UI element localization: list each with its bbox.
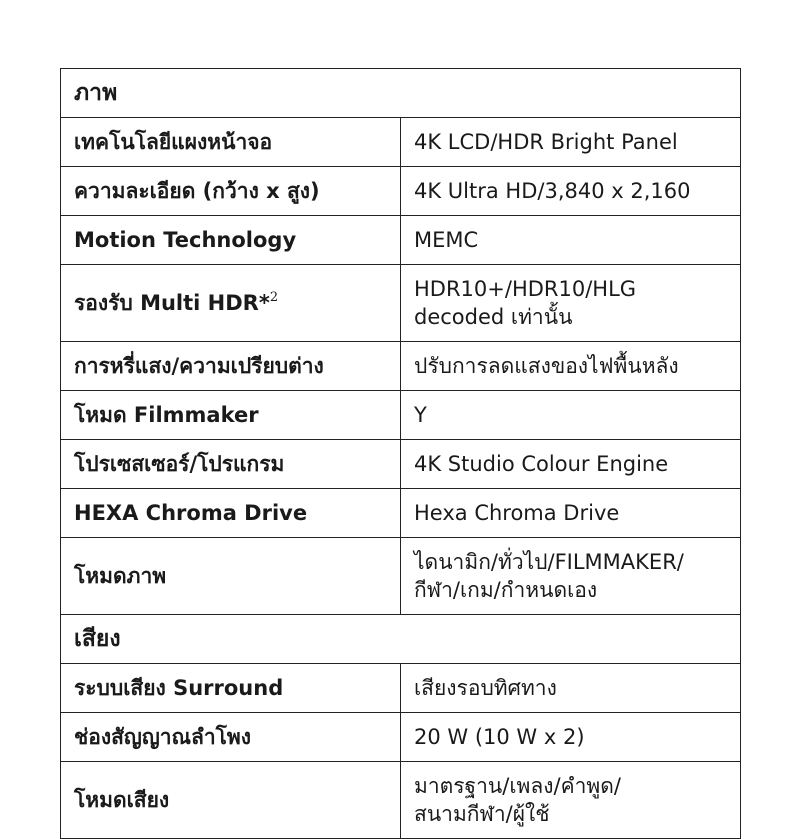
spec-value: ปรับการลดแสงของไฟพื้นหลัง — [401, 342, 741, 391]
spec-table — [60, 68, 741, 839]
spec-value-line: สนามกีฬา/ผู้ใช้ — [414, 802, 550, 826]
spec-label: HEXA Chroma Drive — [61, 489, 401, 538]
spec-row-sound-mode — [61, 762, 741, 839]
spec-row-dimming — [61, 342, 741, 391]
footnote-marker: 2 — [269, 290, 279, 305]
spec-label: ช่องสัญญาณลำโพง — [61, 713, 401, 762]
spec-value-cell — [401, 538, 741, 615]
spec-label: รองรับ Multi HDR* — [74, 291, 270, 315]
section-title: เสียง — [61, 615, 741, 664]
spec-value: Y — [401, 391, 741, 440]
spec-row-surround — [61, 664, 741, 713]
spec-value: 20 W (10 W x 2) — [401, 713, 741, 762]
spec-value: เสียงรอบทิศทาง — [401, 664, 741, 713]
section-header-picture — [61, 69, 741, 118]
spec-row-picture-mode — [61, 538, 741, 615]
spec-label-cell — [61, 265, 401, 342]
spec-label: โหมด Filmmaker — [61, 391, 401, 440]
spec-value-cell — [401, 265, 741, 342]
spec-row-filmmaker-mode — [61, 391, 741, 440]
spec-row-multi-hdr — [61, 265, 741, 342]
spec-value: 4K LCD/HDR Bright Panel — [401, 118, 741, 167]
spec-label: ระบบเสียง Surround — [61, 664, 401, 713]
spec-value-line: ไดนามิก/ทั่วไป/FILMMAKER/ — [414, 550, 684, 574]
section-title: ภาพ — [61, 69, 741, 118]
spec-row-processor — [61, 440, 741, 489]
spec-value: 4K Ultra HD/3,840 x 2,160 — [401, 167, 741, 216]
spec-value-line: HDR10+/HDR10/HLG — [414, 277, 637, 301]
spec-label: การหรี่แสง/ความเปรียบต่าง — [61, 342, 401, 391]
spec-label: โปรเซสเซอร์/โปรแกรม — [61, 440, 401, 489]
spec-value-line: decoded เท่านั้น — [414, 305, 573, 329]
spec-value: 4K Studio Colour Engine — [401, 440, 741, 489]
spec-label: ความละเอียด (กว้าง x สูง) — [61, 167, 401, 216]
spec-row-speaker-channels — [61, 713, 741, 762]
spec-row-panel-technology — [61, 118, 741, 167]
spec-label: เทคโนโลยีแผงหน้าจอ — [61, 118, 401, 167]
spec-label: Motion Technology — [61, 216, 401, 265]
section-header-sound — [61, 615, 741, 664]
spec-value: Hexa Chroma Drive — [401, 489, 741, 538]
spec-value-line: มาตรฐาน/เพลง/คำพูด/ — [414, 774, 621, 798]
spec-label: โหมดเสียง — [61, 762, 401, 839]
spec-label: โหมดภาพ — [61, 538, 401, 615]
spec-value-cell — [401, 762, 741, 839]
spec-row-hexa-chroma — [61, 489, 741, 538]
spec-row-resolution — [61, 167, 741, 216]
spec-row-motion-technology — [61, 216, 741, 265]
spec-value: MEMC — [401, 216, 741, 265]
spec-value-line: กีฬา/เกม/กำหนดเอง — [414, 578, 598, 602]
